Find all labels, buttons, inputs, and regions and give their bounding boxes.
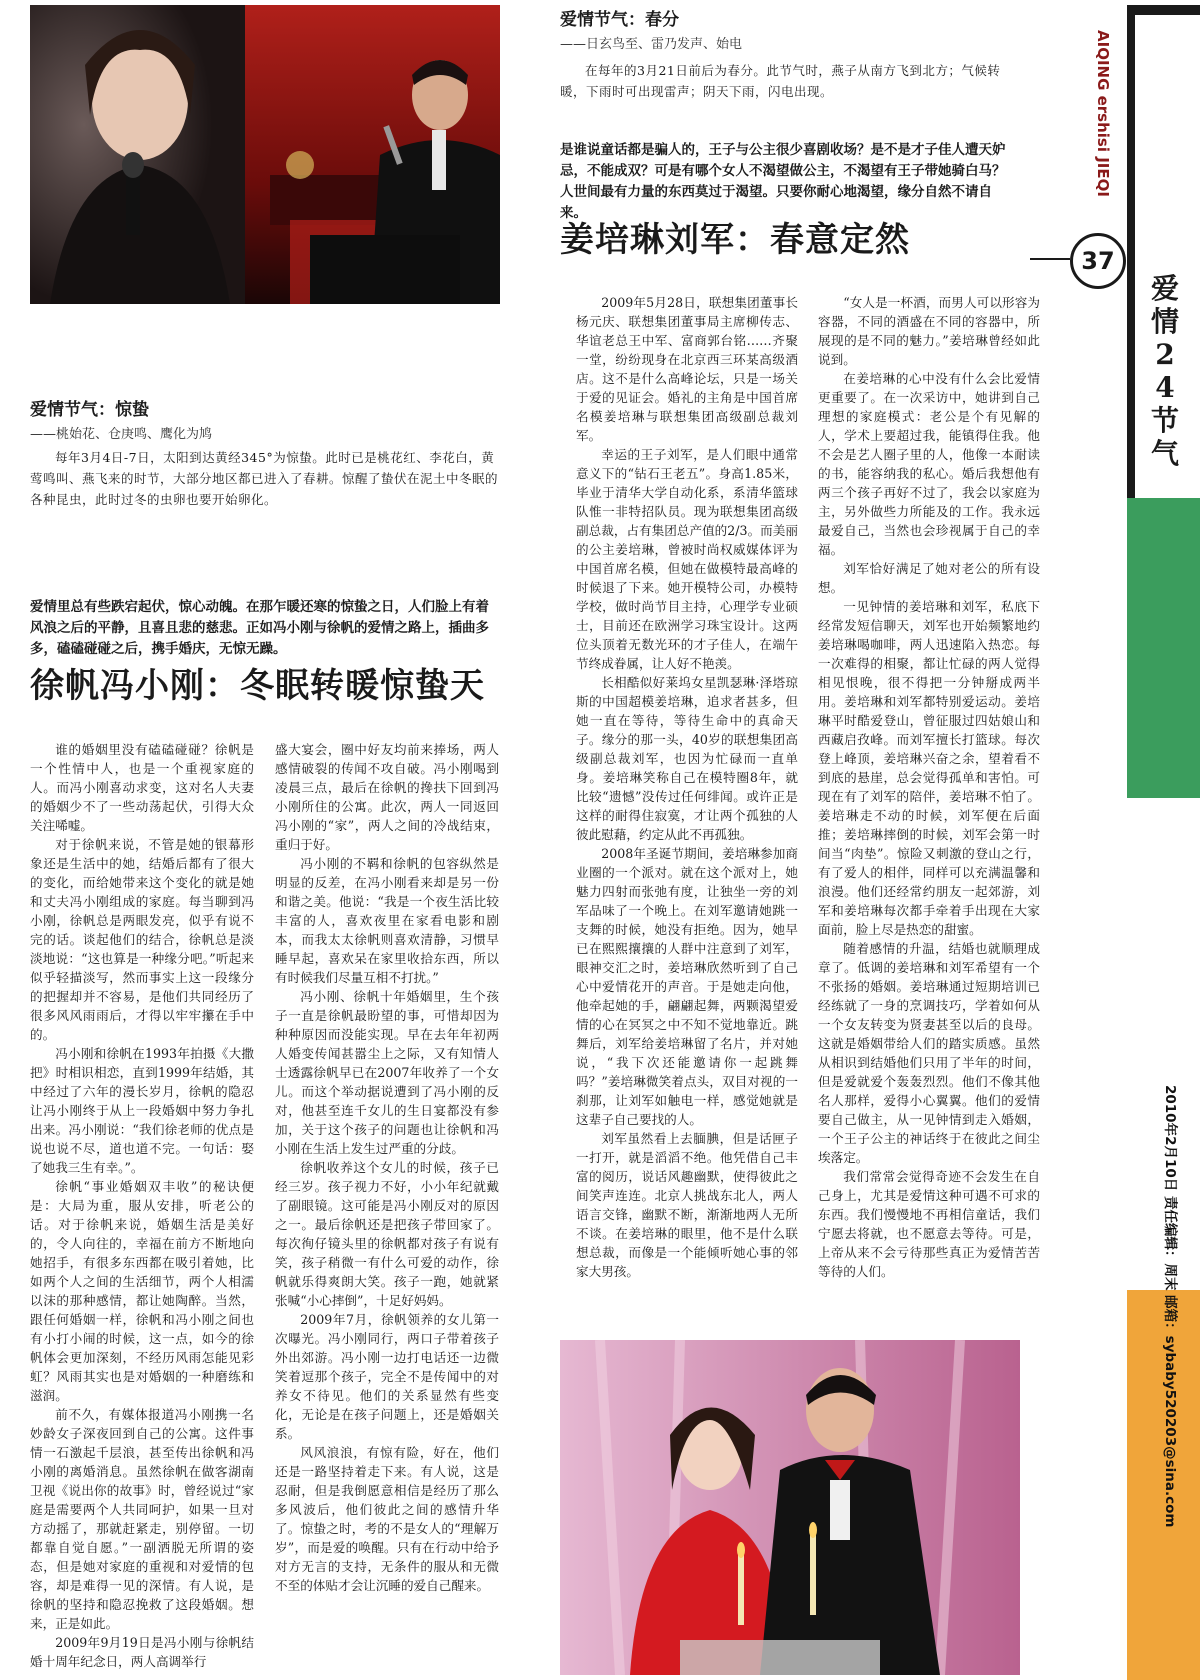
paragraph: 随着感情的升温，结婚也就顺理成章了。低调的姜培琳和刘军希望有一个不张扬的婚姻。姜培琳通过短期培训已经练就了一身的烹调技巧，学着如何从一个女友转变为贤妻甚至以后的良母。这就是婚姻带给人们的踏实质感。虽然从相识到结婚他们只用了半年的时间，但是爱就爱个轰轰烈烈。他们不像其他名人那样，爱得小心翼翼。他们的爱情要自己做主，从一见钟情到走入婚姻，一个王子公主的神话终于在彼此之间尘埃落定。 [818,941,1040,1165]
article-column-4 [818,293,1040,1323]
paragraph: 刘军恰好满足了她对老公的所有设想。 [818,561,1040,595]
solar-term-subtitle: ——桃始花、仓庚鸣、鹰化为鸠 [30,427,213,442]
paragraph: 刘军虽然看上去腼腆，但是话匣子一打开，就是滔滔不绝。他凭借自己丰富的阅历，说话风趣幽默，使得彼此之间笑声连连。北京人挑战东北人，两人语言交锋，幽默不断，渐渐地两人无所不谈。在姜培琳的眼里，他不是什么联想总裁，而像是一个能倾听她心事的邻家大男孩。 [576,1131,798,1279]
paragraph: 2009年7月，徐帆领养的女儿第一次曝光。冯小刚同行，两口子带着孩子外出郊游。冯小刚一边打电话还一边微笑着逗那个孩子，完全不是传闻中的对养女不待见。他们的关系显然有些变化，无论是在孩子问题上，还是婚姻关系。 [275,1312,499,1441]
paragraph: 在姜培琳的心中没有什么会比爱情更重要了。在一次采访中，她讲到自己理想的家庭模式：老公是个有见解的人，学术上要超过我，能镇得住我。他不会是艺人圈子里的人，他像一本耐读的书，能容纳我的私心。婚后我想他有两三个孩子再好不过了，我会以家庭为主，另外做些力所能及的工作。我永远最爱自己，当然也会珍视属于自己的幸福。 [818,371,1040,557]
sidebar-green-bar [1127,498,1200,798]
article-intro: 爱情里总有些跌宕起伏，惊心动魄。在那乍暖还寒的惊蛰之日，人们脸上有着风浪之后的平静，且喜且悲的慈悲。正如冯小刚与徐帆的爱情之路上，插曲多多，磕磕碰碰之后，携手婚庆，无惊无躁。 [30,599,489,657]
sidebar-footer: 2010年2月10日 责任编辑：周末 邮箱：sybaby520203@sina.com [1162,1085,1178,1528]
article-column-1 [30,740,254,1675]
photo-jiang-peilin-liu-jun [560,1340,1020,1675]
paragraph: 盛大宴会，圈中好友均前来捧场，两人感情破裂的传闻不攻自破。冯小刚喝到凌晨三点，最后在徐帆的搀扶下回到冯小刚所住的公寓。此次，两人一同返回冯小刚的“家”，两人之间的冷战结束，重归于好。 [275,742,499,852]
sidebar-top-bar [1127,5,1200,15]
paragraph: 冯小刚、徐帆十年婚姻里，生个孩子一直是徐帆最盼望的事，可惜却因为种种原因而没能实现。早在去年年初两人婚变传闻甚嚣尘上之际，又有知情人士透露徐帆早已在2007年收养了一个女儿。而这个举动据说遭到了冯小刚的反对，他甚至连千女儿的生日宴都没有参加，关于这个孩子的问题也让徐帆和冯小刚在生活上发生过严重的分歧。 [275,989,499,1156]
paragraph: 2009年9月19日是冯小刚与徐帆结婚十周年纪念日，两人高调举行 [30,1635,254,1669]
solar-term-description: 在每年的3月21日前后为春分。此节气时，燕子从南方飞到北方；气候转暖，下雨时可出现雷声；阴天下雨，闪电出现。 [560,63,1001,99]
paragraph: 徐帆“事业婚姻双丰收”的秘诀便是：大局为重，服从安排，听老公的话。对于徐帆来说，婚姻生活是美好的，令人向往的，幸福在前方不断地向她招手，有很多东西都在吸引着她，比如两个人之间的生活细节，两个人相濡以沫的那种感情，都让她陶醉。当然，跟任何婚姻一样，徐帆和冯小刚之间也有小打小闹的时候，这一点，如今的徐帆体会更加深刻，不经历风雨怎能见彩虹？风雨其实也是对婚姻的一种磨练和滋润。 [30,1179,254,1403]
solar-term-jingzhe [30,395,500,442]
solar-term-description: 每年3月4日-7日，太阳到达黄经345°为惊蛰。此时已是桃花红、李花白，黄莺鸣叫、燕飞来的时节，大部分地区都已进入了春耕。惊醒了蛰伏在泥土中冬眠的各种昆虫，此时过冬的虫卵也要开始卵化。 [30,450,499,507]
article-intro: 是谁说童话都是骗人的，王子与公主很少喜剧收场？是不是才子佳人遭天妒忌，不能成双？可是有哪个女人不渴望做公主，不渴望有王子带她骑白马？人世间最有力量的东西莫过于渴望。只要你耐心地渴望，缘分自然不请自来。 [560,142,1006,221]
solar-term-title: 爱情节气：惊蛰 [30,400,149,420]
article-headline: 姜培琳刘军：春意定然 [560,220,910,260]
paragraph: 谁的婚姻里没有磕磕碰碰？徐帆是一个性情中人，也是一个重视家庭的人。而冯小刚喜动求变，这对名人夫妻的婚姻少不了一些动荡起伏，引得大众关注唏嘘。 [30,742,254,833]
paragraph: 长相酷似好莱坞女星凯瑟琳·泽塔琼斯的中国超模姜培琳，追求者甚多，但她一直在等待，等待生命中的真命天子。缘分的那一头，40岁的联想集团高级副总裁刘军，也因为忙碌而一直单身。姜培琳笑称自己在模特圈8年，就比较“遗憾”没传过任何绯闻。或许正是这样的耐得住寂寞，才让两个孤独的人彼此慰藉，约定从此不再孤独。 [576,675,798,842]
sidebar-pinyin: AIQING ershisi JIEQI [1094,30,1112,197]
paragraph: 徐帆收养这个女儿的时候，孩子已经三岁。孩子视力不好，小小年纪就戴了副眼镜。这可能是冯小刚反对的原因之一。最后徐帆还是把孩子带回家了。每次徇仔镜头里的徐帆都对孩子有说有笑，孩子稍微一有什么可爱的动作，徐帆就乐得爽朗大笑。孩子一跑，她就紧张喊“小心摔倒”，十足好妈妈。 [275,1160,499,1308]
photo-xu-fan-feng-xiaogang [30,5,500,304]
paragraph: 2009年5月28日，联想集团董事长杨元庆、联想集团董事局主席柳传志、华谊老总王中军、富商郭台铭……齐聚一堂，纷纷现身在北京西三环某高级酒店。这不是什么高峰论坛，只是一场关于爱的见证会。婚礼的主角是中国首席名模姜培琳与联想集团高级副总裁刘军。 [576,295,798,443]
article-column-3 [576,293,798,1323]
paragraph: 一见钟情的姜培琳和刘军，私底下经常发短信聊天，刘军也开始频繁地约姜培琳喝咖啡，两人迅速陷入热恋。每一次难得的相聚，都让忙碌的两人觉得相见恨晚，很不得把一分钟掰成两半用。姜培琳和刘军都特别爱运动。姜培琳平时酷爱登山，曾征服过四姑娘山和西藏启孜峰。而刘军擅长打篮球。每次登上峰顶，姜培琳兴奋之余，望着看不到底的悬崖，总会觉得孤单和害怕。可现在有了刘军的陪伴，姜培琳不怕了。姜培琳走不动的时候，刘军便在后面推；姜培琳摔倒的时候，刘军会第一时间当“肉垫”。惊险又刺激的登山之行，有了爱人的相伴，同样可以充满温馨和浪漫。他们还经常约朋友一起郊游，刘军和姜培琳每次都手牵着手出现在大家面前，脸上尽是热恋的甜蜜。 [818,599,1040,937]
page-number-pointer [1030,258,1070,260]
solar-term-chunfen [560,5,1010,52]
sidebar-black-rule [1127,15,1147,498]
solar-term-title: 爱情节气：春分 [560,10,679,30]
page-number-badge: 37 [1070,233,1126,289]
paragraph: 前不久，有媒体报道冯小刚携一名妙龄女子深夜回到自己的公寓。这件事情一石激起千层浪，甚至传出徐帆和冯小刚的离婚消息。虽然徐帆在做客湖南卫视《说出你的故事》时，曾经说过“家庭是需要两个人共同呵护，如果一旦对方动摇了，那就赶紧走，别停留。一切都靠自觉自愿。”一副洒脱无所谓的姿态，但是她对家庭的重视和对爱情的包容，却是难得一见的深情。有人说，是徐帆的坚持和隐忍挽救了这段婚姻。想来，正是如此。 [30,1407,254,1631]
paragraph: “女人是一杯酒，而男人可以形容为容器，不同的酒盛在不同的容器中，所展现的是不同的魅力。”姜培琳曾经如此说到。 [818,295,1040,367]
paragraph: 冯小刚的不羁和徐帆的包容纵然是明显的反差，在冯小刚看来却是另一份和谐之美。他说：“我是一个夜生活比较丰富的人，喜欢夜里在家看电影和剧本，而我太太徐帆则喜欢清静，习惯早睡早起，喜欢呆在家里收拾东西，所以有时候我们尽量互相不打扰。” [275,856,499,985]
paragraph: 风风浪浪，有惊有险，好在，他们还是一路坚持着走下来。有人说，这是忍耐，但是我倒愿意相信是经历了那么多风波后，他们彼此之间的感情升华了。惊蛰之时，考的不是女人的“理解万岁”，而是爱的唤醒。只有在行动中给予对方无言的支持，无条件的服从和无微不至的体贴才会让沉睡的爱自己醒来。 [275,1445,499,1593]
paragraph: 幸运的王子刘军，是人们眼中通常意义下的“钻石王老五”。身高1.85米，毕业于清华大学自动化系，系清华篮球队惟一非特招队员。现为联想集团高级副总裁，占有集团总产值的2/3。而美丽的公主姜培琳，曾被时尚权威媒体评为中国首席名模，但她在做模特最高峰的时候退了下来。她开模特公司，办模特学校，做时尚节目主持，心理学专业硕士，目前还在欧洲学习珠宝设计。这两位头顶着无数光环的才子佳人，在端午节终成眷属，让人好不艳羡。 [576,447,798,671]
solar-term-subtitle: ——日玄鸟至、雷乃发声、始电 [560,37,743,52]
photo-illustration [30,5,500,304]
article-headline: 徐帆冯小刚：冬眠转暖惊蛰天 [30,666,485,706]
paragraph: 我们常常会觉得奇迹不会发生在自己身上，尤其是爱情这种可遇不可求的东西。我们慢慢地不再相信童话，我们宁愿去将就，也不愿意去等待。可是，上帝从来不会亏待那些真正为爱情苦苦等待的人们。 [818,1169,1040,1279]
article-column-2 [275,740,499,1675]
paragraph: 对于徐帆来说，不管是她的银幕形象还是生活中的她，结婚后都有了很大的变化，而给她带来这个变化的就是她和丈夫冯小刚组成的家庭。每当聊到冯小刚，徐帆总是两眼发亮，似乎有说不完的话。谈起他们的结合，徐帆总是淡淡地说：“这也算是一种缘分吧。”听起来似乎轻描淡写，然而事实上这一段缘分的把握却并不容易，是他们共同经历了很多风风雨雨后，才得以牢牢攥在手中的。 [30,837,254,1042]
paragraph: 2008年圣诞节期间，姜培琳参加商业圈的一个派对。就在这个派对上，她魅力四射而张弛有度，让独坐一旁的刘军品味了一个晚上。在刘军邀请她跳一支舞的时候，她没有拒绝。因为，她早已在熙熙攘攘的人群中注意到了刘军，眼神交汇之时，姜培琳欣然听到了自己心中爱情花开的声音。于是她走向他，他牵起她的手，翩翩起舞，两颗渴望爱情的心在冥冥之中不知不觉地靠近。跳舞后，刘军给姜培琳留了名片，并对她说，“我下次还能邀请你一起跳舞吗？”姜培琳微笑着点头，双目对视的一刹那，让刘军如触电一样，感觉她就是这辈子自己要找的人。 [576,846,798,1127]
section-title: 爱情24节气 [1150,272,1179,470]
photo-illustration [560,1340,1020,1675]
paragraph: 冯小刚和徐帆在1993年拍摄《大撒把》时相识相恋，直到1999年结婚，其中经过了六年的漫长岁月，徐帆的隐忍让冯小刚终于从上一段婚姻中努力争扎出来。冯小刚说：“我们徐老师的优点是说也说不尽，道也道不完。一句话：娶了她我三生有幸。”。 [30,1046,254,1175]
